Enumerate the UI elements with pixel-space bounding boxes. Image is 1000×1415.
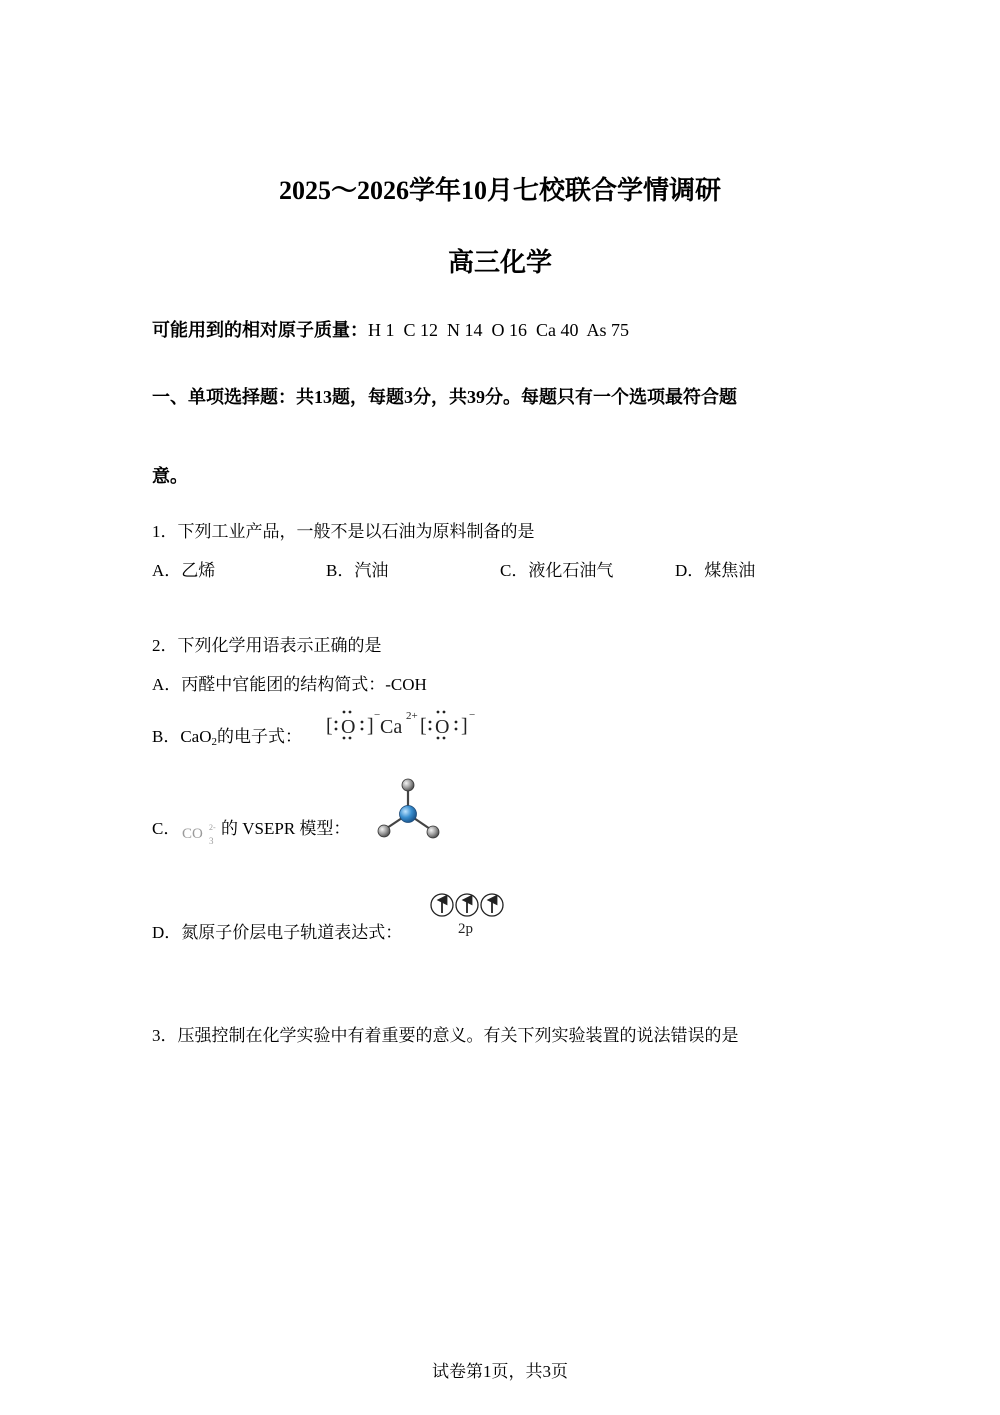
outer-atom-left bbox=[378, 825, 390, 837]
oxygen-charge-1: − bbox=[374, 709, 381, 721]
q1-option-b: B．汽油 bbox=[326, 561, 389, 580]
section-heading-cont: 意。 bbox=[152, 466, 188, 486]
q2-option-b-sub: 2 bbox=[211, 736, 217, 748]
right-bracket-2: ] bbox=[461, 715, 468, 737]
central-atom bbox=[400, 806, 417, 823]
q2-option-b bbox=[152, 722, 302, 748]
orbital-diagram bbox=[428, 890, 508, 938]
q2-option-c-prefix: C． bbox=[152, 819, 181, 838]
calcium-charge: 2+ bbox=[406, 710, 418, 722]
atomic-masses-label: 可能用到的相对原子质量： bbox=[152, 320, 368, 340]
oxygen-1: O bbox=[341, 716, 356, 738]
q2-option-b-suffix: 的电子式： bbox=[217, 727, 302, 746]
outer-atom-top bbox=[402, 779, 414, 791]
section-heading: 一、单项选择题：共13题，每题3分，共39分。每题只有一个选项最符合题 bbox=[152, 387, 737, 407]
carbonate-charge: 2- bbox=[209, 823, 216, 832]
subject-title: 高三化学 bbox=[447, 248, 552, 277]
carbonate-sub: 3 bbox=[209, 836, 214, 846]
vsepr-model-diagram bbox=[370, 772, 450, 844]
outer-atom-right bbox=[427, 826, 439, 838]
q1-option-a: A．乙烯 bbox=[152, 561, 216, 580]
electron-formula-diagram bbox=[322, 704, 487, 746]
oxygen-2: O bbox=[435, 716, 450, 738]
right-bracket-1: ] bbox=[367, 715, 374, 737]
q2-option-c-suffix: 的 VSEPR 模型： bbox=[221, 819, 351, 838]
atomic-masses-values: H 1 C 12 N 14 O 16 Ca 40 As 75 bbox=[368, 320, 630, 340]
q2-option-b-prefix: B．CaO bbox=[152, 727, 212, 746]
calcium-symbol: Ca bbox=[380, 716, 403, 738]
exam-title: 2025～2026学年10月七校联合学情调研 bbox=[278, 176, 721, 205]
carbonate-co: CO bbox=[182, 826, 203, 842]
q1-option-d: D．煤焦油 bbox=[675, 561, 756, 580]
left-bracket-1: [ bbox=[326, 715, 333, 737]
orbital-label: 2p bbox=[458, 921, 473, 937]
question-2-stem: 2．下列化学用语表示正确的是 bbox=[152, 636, 382, 655]
oxygen-charge-2: − bbox=[469, 709, 476, 721]
question-1-stem: 1．下列工业产品，一般不是以石油为原料制备的是 bbox=[152, 522, 535, 541]
q2-option-a: A．丙醛中官能团的结构简式：-COH bbox=[152, 675, 427, 694]
question-3-stem: 3．压强控制在化学实验中有着重要的意义。有关下列实验装置的说法错误的是 bbox=[152, 1026, 739, 1045]
carbonate-formula bbox=[180, 818, 222, 848]
atomic-masses-line bbox=[152, 316, 629, 342]
q2-option-d: D．氮原子价层电子轨道表达式： bbox=[152, 923, 403, 942]
q1-option-c: C．液化石油气 bbox=[500, 561, 614, 580]
page-footer: 试卷第1页，共3页 bbox=[432, 1362, 568, 1381]
left-bracket-2: [ bbox=[420, 715, 427, 737]
